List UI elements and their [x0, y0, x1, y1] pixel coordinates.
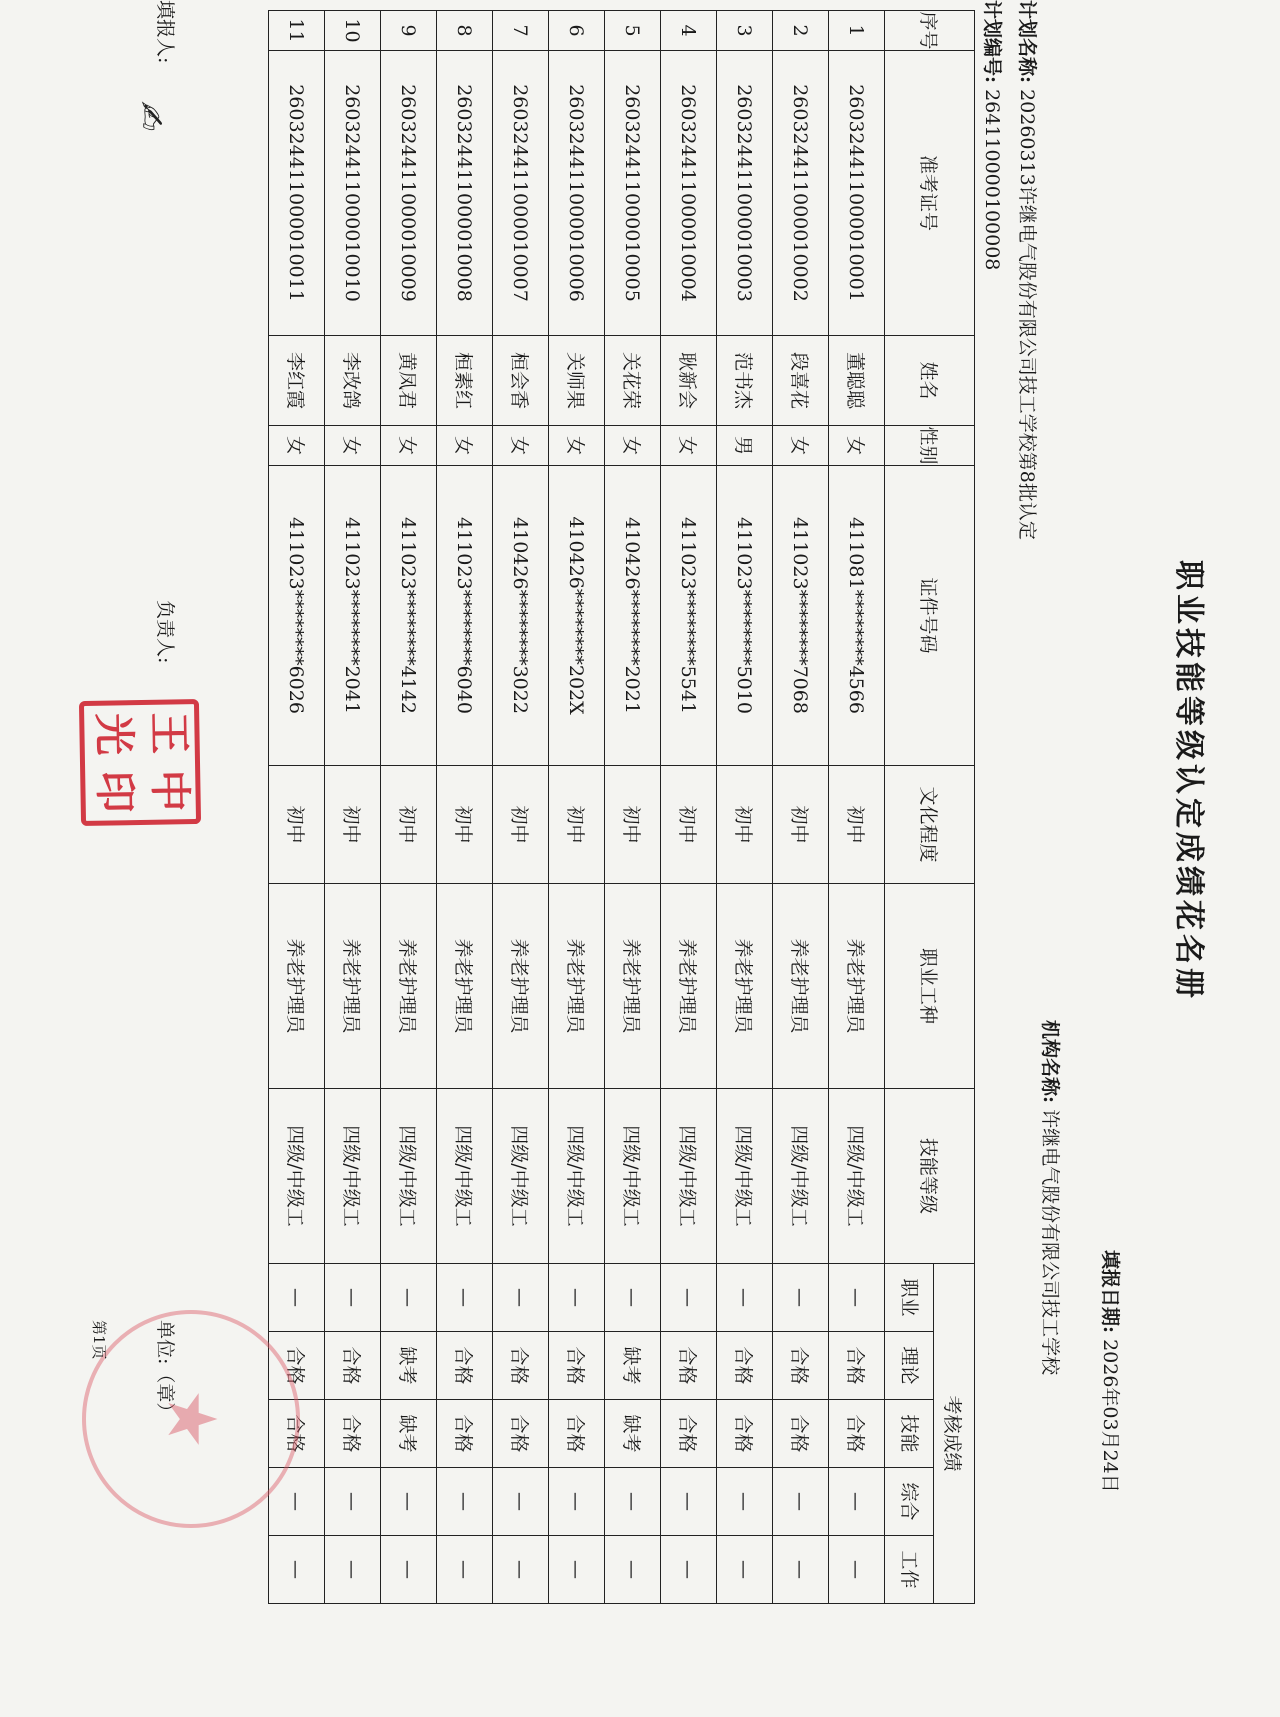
cell-no: 7	[493, 11, 549, 51]
cell-s4: —	[437, 1468, 493, 1536]
document-title: 职业技能等级认定成绩花名册	[1171, 560, 1206, 1002]
cell-id: 410426********202X	[549, 466, 605, 766]
cell-ticket: 260324411000010002	[773, 51, 829, 336]
cell-sex: 女	[269, 426, 325, 466]
cell-id: 411081********4566	[829, 466, 885, 766]
filler-label: 填报人:	[154, 0, 176, 64]
cell-level: 四级/中级工	[605, 1089, 661, 1264]
cell-s4: —	[717, 1468, 773, 1536]
cell-no: 1	[829, 11, 885, 51]
cell-job: 养老护理员	[549, 884, 605, 1089]
header-no: 序号	[885, 11, 975, 51]
cell-name: 关师果	[549, 336, 605, 426]
cell-s1: —	[437, 1264, 493, 1332]
cell-no: 5	[605, 11, 661, 51]
header-score-work: 工作	[885, 1536, 934, 1604]
cell-name: 段喜花	[773, 336, 829, 426]
cell-no: 10	[325, 11, 381, 51]
cell-s2: 合格	[437, 1332, 493, 1400]
cell-s5: —	[325, 1536, 381, 1604]
org-name-value: 许继电气股份有限公司技工学校	[1039, 1109, 1061, 1376]
cell-s1: —	[493, 1264, 549, 1332]
cell-sex: 男	[717, 426, 773, 466]
cell-no: 4	[661, 11, 717, 51]
cell-s3: 合格	[549, 1400, 605, 1468]
cell-s5: —	[269, 1536, 325, 1604]
header-score-skill: 技能	[885, 1400, 934, 1468]
cell-id: 410426********3022	[493, 466, 549, 766]
cell-ticket: 260324411000010004	[661, 51, 717, 336]
cell-s4: —	[605, 1468, 661, 1536]
cell-s2: 合格	[325, 1332, 381, 1400]
cell-id: 411023********5010	[717, 466, 773, 766]
cell-s2: 合格	[269, 1332, 325, 1400]
cell-s5: —	[549, 1536, 605, 1604]
cell-s2: 合格	[493, 1332, 549, 1400]
cell-level: 四级/中级工	[829, 1089, 885, 1264]
rotated-document-page	[20, 0, 1260, 1660]
cell-s4: —	[325, 1468, 381, 1536]
cell-sex: 女	[829, 426, 885, 466]
table-row	[437, 11, 493, 1604]
cell-name: 李改鸽	[325, 336, 381, 426]
cell-ticket: 260324411000010011	[269, 51, 325, 336]
cell-s2: 合格	[549, 1332, 605, 1400]
table-row	[605, 11, 661, 1604]
cell-s1: —	[605, 1264, 661, 1332]
header-scores: 考核成绩	[934, 1264, 975, 1604]
cell-ticket: 260324411000010009	[381, 51, 437, 336]
cell-sex: 女	[325, 426, 381, 466]
plan-code	[980, 0, 1007, 270]
cell-s4: —	[269, 1468, 325, 1536]
personal-seal: 王 中 光 印	[79, 699, 201, 826]
header-level: 技能等级	[885, 1089, 975, 1264]
cell-level: 四级/中级工	[661, 1089, 717, 1264]
header-id: 证件号码	[885, 466, 975, 766]
header-score-overall: 综合	[885, 1468, 934, 1536]
cell-id: 411023********4142	[381, 466, 437, 766]
cell-edu: 初中	[325, 766, 381, 884]
cell-s5: —	[829, 1536, 885, 1604]
cell-id: 411023********5541	[661, 466, 717, 766]
cell-level: 四级/中级工	[325, 1089, 381, 1264]
cell-level: 四级/中级工	[549, 1089, 605, 1264]
cell-job: 养老护理员	[773, 884, 829, 1089]
cell-s5: —	[605, 1536, 661, 1604]
cell-s1: —	[381, 1264, 437, 1332]
cell-s5: —	[381, 1536, 437, 1604]
cell-edu: 初中	[605, 766, 661, 884]
cell-edu: 初中	[661, 766, 717, 884]
cell-edu: 初中	[437, 766, 493, 884]
cell-s1: —	[269, 1264, 325, 1332]
cell-ticket: 260324411000010005	[605, 51, 661, 336]
cell-s1: —	[661, 1264, 717, 1332]
cell-level: 四级/中级工	[381, 1089, 437, 1264]
cell-job: 养老护理员	[437, 884, 493, 1089]
cell-edu: 初中	[773, 766, 829, 884]
cell-edu: 初中	[493, 766, 549, 884]
plan-code-label: 计划编号:	[981, 0, 1003, 84]
cell-s2: 合格	[773, 1332, 829, 1400]
cell-name: 耿新会	[661, 336, 717, 426]
cell-edu: 初中	[829, 766, 885, 884]
plan-code-value: 264110000100008	[981, 89, 1003, 271]
cell-sex: 女	[493, 426, 549, 466]
cell-sex: 女	[773, 426, 829, 466]
cell-job: 养老护理员	[325, 884, 381, 1089]
cell-ticket: 260324411000010006	[549, 51, 605, 336]
plan-name-value: 20260313许继电气股份有限公司技工学校第8批认定	[1016, 89, 1038, 540]
cell-id: 411023********2041	[325, 466, 381, 766]
cell-sex: 女	[381, 426, 437, 466]
cell-edu: 初中	[549, 766, 605, 884]
cell-name: 范书杰	[717, 336, 773, 426]
cell-s4: —	[381, 1468, 437, 1536]
cell-level: 四级/中级工	[773, 1089, 829, 1264]
cell-ticket: 260324411000010007	[493, 51, 549, 336]
cell-s1: —	[549, 1264, 605, 1332]
cell-s3: 合格	[269, 1400, 325, 1468]
cell-s3: 合格	[661, 1400, 717, 1468]
cell-edu: 初中	[717, 766, 773, 884]
cell-name: 关花荣	[605, 336, 661, 426]
cell-s5: —	[661, 1536, 717, 1604]
cell-ticket: 260324411000010008	[437, 51, 493, 336]
table-row	[717, 11, 773, 1604]
cell-sex: 女	[549, 426, 605, 466]
cell-no: 2	[773, 11, 829, 51]
cell-s2: 缺考	[381, 1332, 437, 1400]
cell-ticket: 260324411000010003	[717, 51, 773, 336]
cell-s3: 合格	[325, 1400, 381, 1468]
cell-id: 411023********7068	[773, 466, 829, 766]
cell-s4: —	[549, 1468, 605, 1536]
org-name	[1038, 1020, 1065, 1375]
cell-name: 桓会香	[493, 336, 549, 426]
cell-sex: 女	[437, 426, 493, 466]
cell-ticket: 260324411000010001	[829, 51, 885, 336]
table-row	[381, 11, 437, 1604]
score-roster-table	[268, 10, 975, 1604]
plan-name	[1015, 0, 1042, 540]
cell-name: 桓素红	[437, 336, 493, 426]
cell-s1: —	[717, 1264, 773, 1332]
plan-name-label: 计划名称:	[1016, 0, 1038, 84]
cell-job: 养老护理员	[661, 884, 717, 1089]
cell-s2: 合格	[661, 1332, 717, 1400]
header-score-theory: 理论	[885, 1332, 934, 1400]
cell-s5: —	[717, 1536, 773, 1604]
header-edu: 文化程度	[885, 766, 975, 884]
table-row	[829, 11, 885, 1604]
cell-edu: 初中	[269, 766, 325, 884]
cell-s3: 合格	[493, 1400, 549, 1468]
responsible-label: 负责人:	[154, 600, 176, 664]
header-ticket: 准考证号	[885, 51, 975, 336]
cell-no: 3	[717, 11, 773, 51]
header-sex: 性别	[885, 426, 975, 466]
cell-s3: 缺考	[381, 1400, 437, 1468]
cell-s1: —	[773, 1264, 829, 1332]
cell-s5: —	[773, 1536, 829, 1604]
cell-s5: —	[437, 1536, 493, 1604]
cell-job: 养老护理员	[605, 884, 661, 1089]
cell-level: 四级/中级工	[437, 1089, 493, 1264]
cell-job: 养老护理员	[493, 884, 549, 1089]
seal-star-icon: ★	[156, 1392, 226, 1446]
unit-seal	[82, 1310, 300, 1528]
table-row	[325, 11, 381, 1604]
table-row	[549, 11, 605, 1604]
filler-signature: ✍︎	[130, 100, 170, 127]
cell-no: 9	[381, 11, 437, 51]
table-row	[661, 11, 717, 1604]
cell-no: 8	[437, 11, 493, 51]
cell-ticket: 260324411000010010	[325, 51, 381, 336]
cell-id: 410426********2021	[605, 466, 661, 766]
table-body	[269, 11, 885, 1604]
page-number: 第1页	[90, 1320, 108, 1360]
table-row	[493, 11, 549, 1604]
cell-s3: 合格	[829, 1400, 885, 1468]
cell-s2: 合格	[717, 1332, 773, 1400]
cell-level: 四级/中级工	[269, 1089, 325, 1264]
cell-job: 养老护理员	[269, 884, 325, 1089]
cell-sex: 女	[661, 426, 717, 466]
header-score-career: 职业	[885, 1264, 934, 1332]
cell-s3: 合格	[437, 1400, 493, 1468]
header-job: 职业工种	[885, 884, 975, 1089]
cell-s3: 合格	[717, 1400, 773, 1468]
cell-s1: —	[325, 1264, 381, 1332]
cell-no: 11	[269, 11, 325, 51]
fill-date	[1098, 1250, 1125, 1493]
cell-name: 黄凤君	[381, 336, 437, 426]
cell-s3: 合格	[773, 1400, 829, 1468]
cell-s2: 缺考	[605, 1332, 661, 1400]
cell-s3: 缺考	[605, 1400, 661, 1468]
cell-sex: 女	[605, 426, 661, 466]
cell-job: 养老护理员	[717, 884, 773, 1089]
cell-job: 养老护理员	[381, 884, 437, 1089]
cell-id: 411023********6040	[437, 466, 493, 766]
unit-label: 单位:（章）	[154, 1320, 176, 1422]
cell-s4: —	[493, 1468, 549, 1536]
cell-no: 6	[549, 11, 605, 51]
table-row	[773, 11, 829, 1604]
fill-date-value: 2026年03月24日	[1099, 1339, 1121, 1493]
cell-s4: —	[773, 1468, 829, 1536]
org-name-label: 机构名称:	[1039, 1020, 1061, 1104]
cell-id: 411023********6026	[269, 466, 325, 766]
cell-job: 养老护理员	[829, 884, 885, 1089]
cell-s2: 合格	[829, 1332, 885, 1400]
cell-name: 李红霞	[269, 336, 325, 426]
cell-s5: —	[493, 1536, 549, 1604]
cell-level: 四级/中级工	[493, 1089, 549, 1264]
cell-s4: —	[829, 1468, 885, 1536]
cell-level: 四级/中级工	[717, 1089, 773, 1264]
cell-s1: —	[829, 1264, 885, 1332]
fill-date-label: 填报日期:	[1099, 1250, 1121, 1334]
header-name: 姓名	[885, 336, 975, 426]
cell-name: 董聪聪	[829, 336, 885, 426]
cell-s4: —	[661, 1468, 717, 1536]
cell-edu: 初中	[381, 766, 437, 884]
